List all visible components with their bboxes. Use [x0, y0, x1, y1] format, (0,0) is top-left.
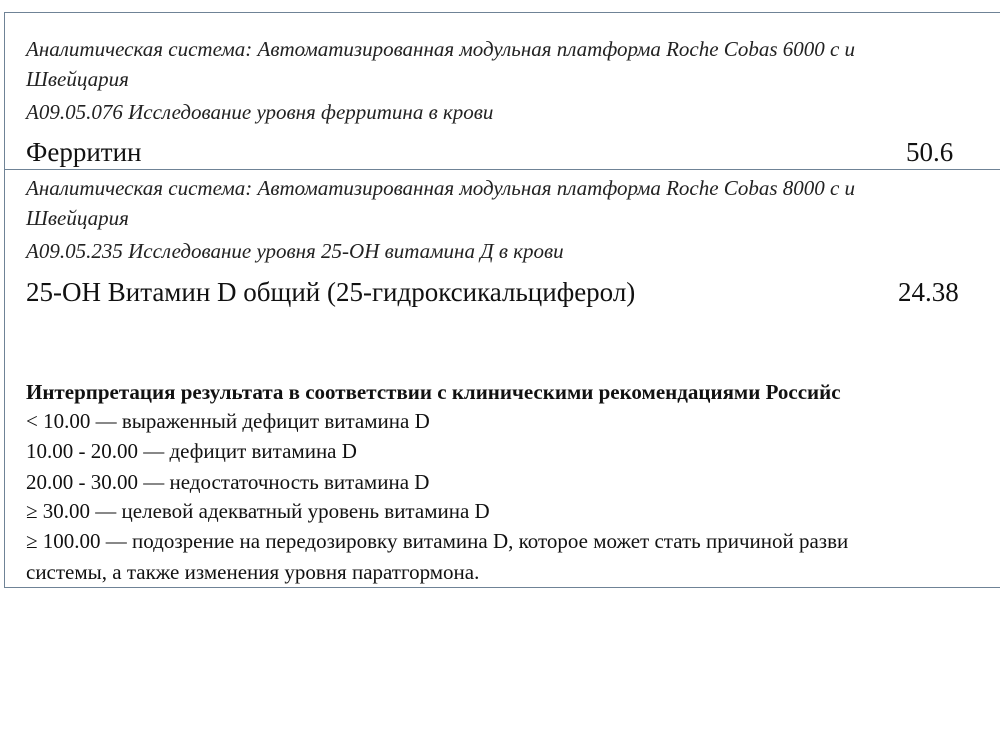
analytic-system-line-2: Аналитическая система: Автоматизированная модульная платформа Roche Cobas 8000 с и [26, 176, 856, 200]
section-divider [4, 169, 1000, 170]
country-line-2: Швейцария [26, 206, 129, 230]
country-line-1: Швейцария [26, 67, 129, 91]
result-name-vitamin-d: 25-OH Витамин D общий (25-гидроксикальциферол) [26, 277, 636, 307]
interpretation-item: 10.00 - 20.00 — дефицит витамина D [26, 439, 357, 463]
interpretation-item: < 10.00 — выраженный дефицит витамина D [26, 409, 430, 433]
interpretation-heading: Интерпретация результата в соответствии с клиническими рекомендациями Российс [26, 380, 841, 404]
analytic-system-line-1: Аналитическая система: Автоматизированная модульная платформа Roche Cobas 6000 с и [26, 37, 856, 61]
test-code-line-1: А09.05.076 Исследование уровня ферритина в крови [26, 100, 494, 124]
result-value-vitamin-d: 24.38 [898, 277, 959, 307]
interpretation-item: ≥ 30.00 — целевой адекватный уровень витамина D [26, 499, 490, 523]
interpretation-item: ≥ 100.00 — подозрение на передозировку витамина D, которое может стать причиной разви [26, 529, 849, 553]
result-value-ferritin: 50.6 [906, 137, 954, 167]
interpretation-item: системы, а также изменения уровня паратгормона. [26, 560, 480, 584]
interpretation-item: 20.00 - 30.00 — недостаточность витамина D [26, 470, 430, 494]
test-code-line-2: А09.05.235 Исследование уровня 25-ОН витамина Д в крови [26, 239, 564, 263]
result-name-ferritin: Ферритин [26, 137, 142, 167]
